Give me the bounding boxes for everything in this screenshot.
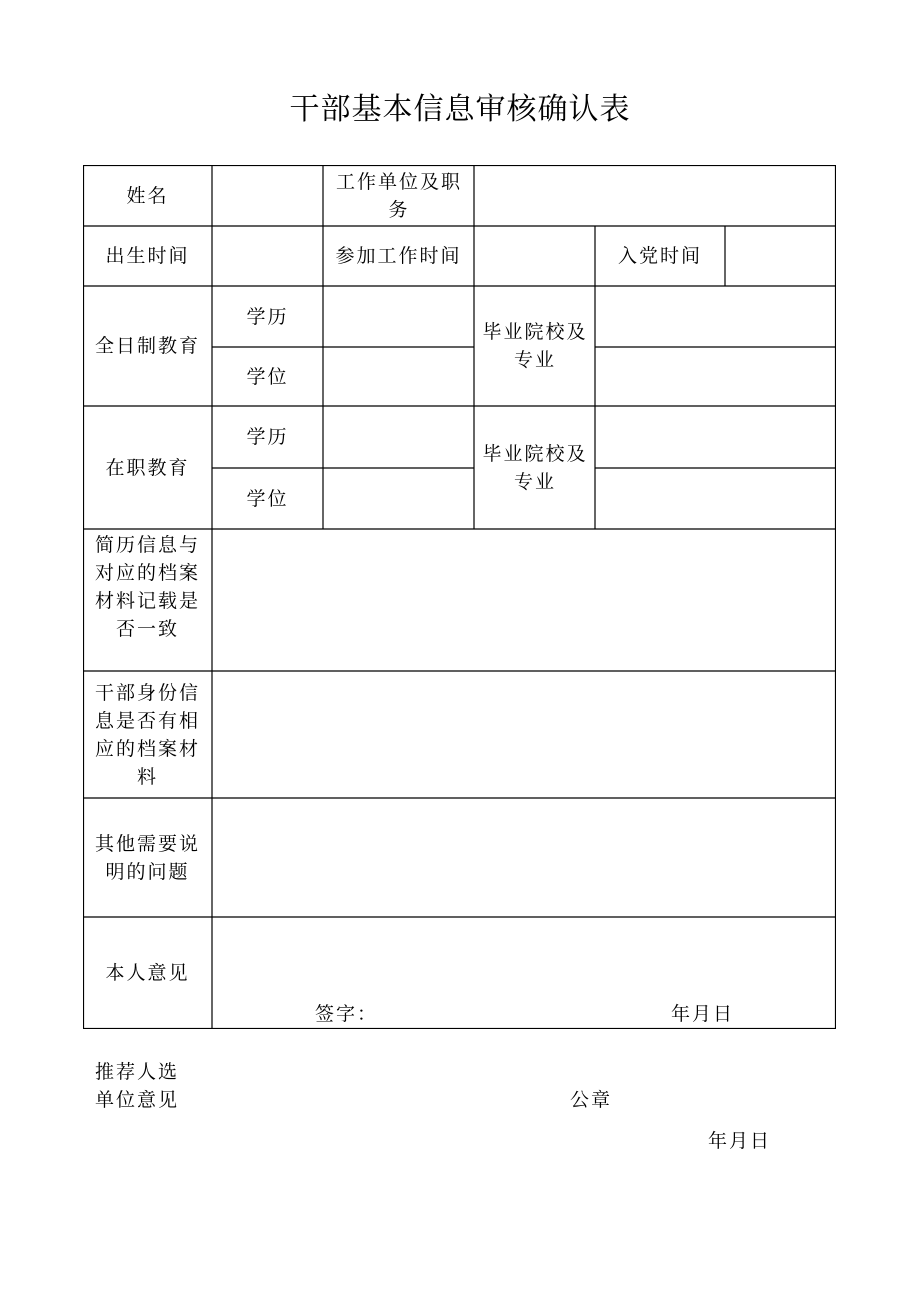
label-work-unit: 工作单位及职务 [335,170,462,221]
signature-field[interactable] [383,997,653,1025]
opinion-date-label: 年月日 [671,1003,735,1025]
label-resume-check: 简历信息与对应的档案材料记载是否一致 [94,534,200,640]
inservice-major-field[interactable] [595,468,836,529]
recommend-label-line2: 单位意见 [95,1089,180,1111]
label-birth: 出生时间 [105,245,190,267]
label-inservice-school: 毕业院校及专业 [482,442,588,493]
resume-check-field[interactable] [212,529,836,671]
seal-label: 公章 [570,1089,613,1111]
footer-date-label: 年月日 [708,1130,772,1152]
fulltime-degree-field[interactable] [323,347,474,406]
label-fulltime-degree: 学位 [246,365,289,388]
label-fulltime-school: 毕业院校及专业 [482,321,588,371]
label-fulltime-edu: 全日制教育 [94,335,200,357]
inservice-education-field[interactable] [323,406,474,468]
label-personal-opinion: 本人意见 [105,962,190,984]
label-identity-check: 干部身份信息是否有相应的档案材料 [94,681,200,788]
label-join-work: 参加工作时间 [335,245,462,267]
label-inservice-education: 学历 [246,426,289,448]
identity-check-field[interactable] [212,671,836,798]
label-inservice-edu: 在职教育 [105,456,190,479]
other-issues-field[interactable] [212,798,836,917]
work-unit-field[interactable] [474,165,836,226]
confirmation-table [83,165,836,1029]
birth-field[interactable] [212,226,323,286]
join-work-field[interactable] [474,226,595,286]
recommend-label-line1: 推荐人选 [95,1061,180,1083]
form-title: 干部基本信息审核确认表 [289,92,631,127]
join-party-field[interactable] [725,226,836,286]
fulltime-education-field[interactable] [323,286,474,347]
fulltime-major-field[interactable] [595,347,836,406]
label-inservice-degree: 学位 [246,487,289,510]
label-join-party: 入党时间 [617,245,702,267]
label-name: 姓名 [126,184,169,207]
name-field[interactable] [212,165,323,226]
label-fulltime-education: 学历 [246,305,289,328]
inservice-school-field[interactable] [595,406,836,468]
signature-label: 签字： [315,1003,379,1025]
fulltime-school-field[interactable] [595,286,836,347]
inservice-degree-field[interactable] [323,468,474,529]
personal-opinion-field[interactable] [212,917,836,997]
label-other-issues: 其他需要说明的问题 [94,832,200,883]
